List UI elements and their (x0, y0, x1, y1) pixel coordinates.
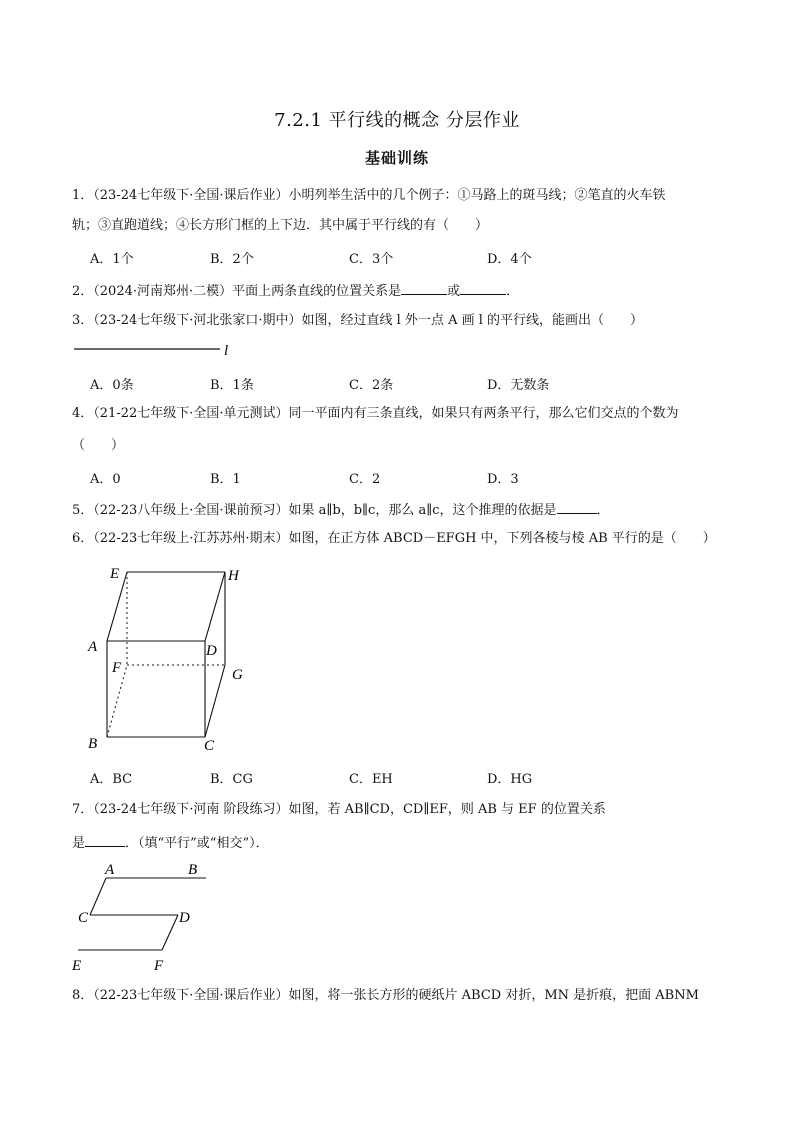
q6-label-e: E (110, 566, 120, 582)
q6-cube-figure (80, 560, 260, 760)
q6-label-g: G (232, 667, 243, 683)
q7-line2 (72, 832, 269, 854)
q7-label-c: C (78, 910, 89, 926)
q5-blank (557, 499, 597, 514)
section-heading: 基础训练 (364, 149, 429, 167)
q3-option-b: B．1条 (210, 378, 254, 393)
q3-option-a: A．0条 (90, 378, 134, 393)
q3-figure-label-l: l (224, 343, 229, 359)
q4-option-c: C．2 (349, 472, 381, 487)
q7-label-d: D (179, 910, 190, 926)
q2-blank-2 (460, 280, 506, 295)
q7-blank (85, 832, 125, 847)
q7-label-b: B (188, 862, 198, 878)
q2-line (72, 280, 519, 302)
q1-option-d: D．4个 (487, 252, 532, 267)
q6-option-c: C．EH (349, 772, 393, 787)
q7-line-df (162, 915, 178, 950)
q4-line1: 4．（21-22七年级下·全国·单元测试）同一平面内有三条直线，如果只有两条平行，那么它们交点的个数为 (72, 406, 679, 421)
q3-line1: 3．（23-24七年级下·河北张家口·期中）如图，经过直线 l 外一点 A 画 l 的平行线，能画出（ ） (72, 313, 644, 328)
q6-label-f: F (112, 660, 122, 676)
q6-label-b: B (88, 736, 98, 752)
q7-label-e: E (72, 958, 82, 974)
q7-line1: 7．（23-24七年级下·河南 阶段练习）如图，若 AB∥CD，CD∥EF，则 AB 与 EF 的位置关系 (72, 802, 606, 817)
q3-figure-line-l (70, 337, 240, 361)
q6-label-c: C (204, 738, 215, 754)
q2-prefix: 2．（2024·河南郑州·二模）平面上两条直线的位置关系是 (72, 284, 402, 299)
q1-line2: 轨；③直跑道线；④长方形门框的上下边．其中属于平行线的有（ ） (72, 218, 489, 233)
q2-suffix: ． (506, 284, 520, 299)
q4-line2: （ ） (72, 438, 125, 453)
page-title: 7.2.1 平行线的概念 分层作业 (274, 110, 520, 131)
q6-edge-dh (205, 572, 225, 641)
q7-line-ac (90, 878, 106, 915)
q3-option-c: C．2条 (349, 378, 394, 393)
q1-option-a: A．1个 (90, 252, 134, 267)
q4-option-a: A．0 (90, 472, 121, 487)
q1-option-c: C．3个 (349, 252, 394, 267)
q5-prefix: 5．（22-23八年级上·全国·课前预习）如果 a∥b，b∥c，那么 a∥c，这个推理的依据是 (72, 503, 557, 518)
q4-option-d: D．3 (487, 472, 519, 487)
q7-line2-prefix: 是 (72, 836, 86, 851)
q1-line1: 1．（23-24七年级下·全国·课后作业）小明列举生活中的几个例子：①马路上的斑马线；②笔直的火车铁 (72, 188, 666, 203)
q5-line (72, 499, 610, 521)
q6-option-a: A．BC (90, 772, 133, 787)
q2-middle: 或 (447, 284, 461, 299)
q6-edge-ae (107, 572, 127, 641)
q3-option-d: D．无数条 (487, 378, 550, 393)
q2-blank-1 (401, 280, 447, 295)
q4-option-b: B．1 (210, 472, 241, 487)
q1-option-b: B．2个 (210, 252, 254, 267)
q7-figure (66, 858, 226, 976)
q6-line1: 6．（22-23七年级上·江苏苏州·期末）如图，在正方体 ABCD－EFGH 中，下列各棱与棱 AB 平行的是（ ） (72, 531, 716, 546)
q6-option-d: D．HG (487, 772, 533, 787)
q7-label-f: F (154, 958, 164, 974)
q6-label-d: D (206, 643, 217, 659)
q6-label-a: A (88, 639, 98, 655)
q6-edge-cg (205, 665, 225, 737)
q7-label-a: A (105, 862, 115, 878)
q7-line2-suffix: ．（填“平行”或“相交”）． (125, 836, 269, 851)
q6-option-b: B．CG (210, 772, 253, 787)
q5-suffix: ． (596, 503, 610, 518)
q8-line1: 8．（22-23七年级下·全国·课后作业）如图，将一张长方形的硬纸片 ABCD 对折，MN 是折痕，把面 ABNM (72, 988, 699, 1003)
q6-label-h: H (228, 568, 239, 584)
